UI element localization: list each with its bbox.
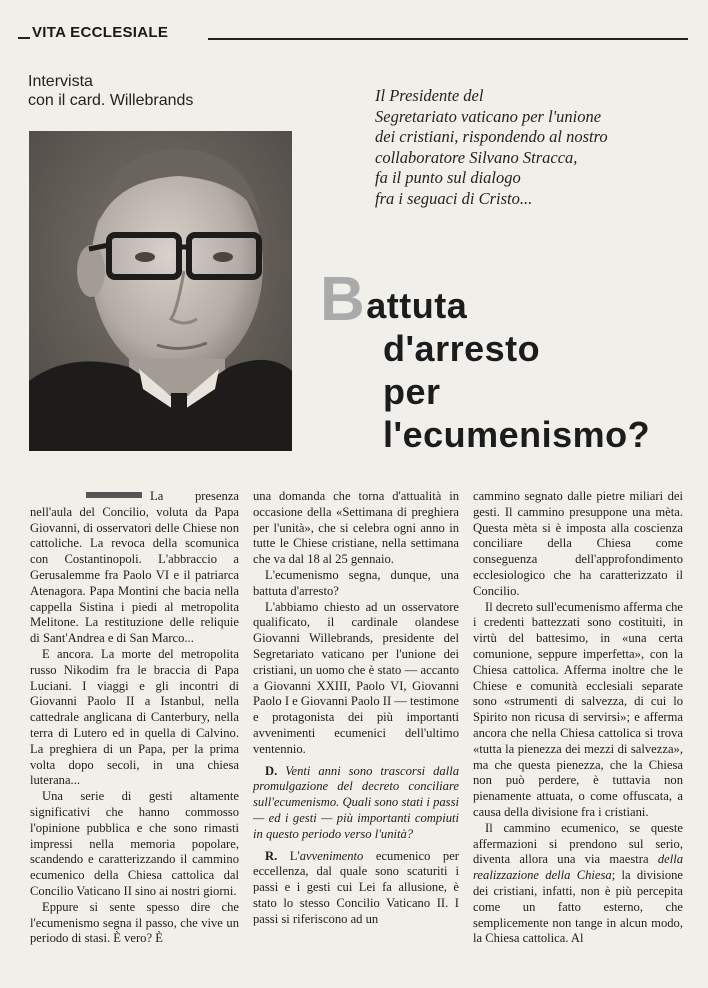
deck-line: fa il punto sul dialogo bbox=[375, 168, 521, 187]
answer-label: R. bbox=[265, 848, 278, 863]
body-column-1 bbox=[30, 489, 239, 947]
interview-label-line1: Intervista bbox=[28, 73, 93, 90]
body-column-2 bbox=[253, 489, 459, 928]
paragraph-italic: della realizzazione della Chiesa bbox=[473, 852, 684, 883]
deck-line: Segretariato vaticano per l'unione bbox=[375, 106, 602, 126]
deck-line: Il Presidente del bbox=[375, 86, 484, 105]
deck-line: collaboratore Silvano Stracca, bbox=[375, 147, 578, 167]
paragraph: L'ecumenismo segna, dunque, una battuta d'arresto? bbox=[253, 567, 459, 598]
answer-italic: avvenimento bbox=[299, 848, 364, 863]
question-text: Venti anni sono trascorsi dalla promulgazione del decreto conciliare sull'ecumenismo. Quali sono stati i passi — ed i gesti — più importanti compiuti in questo periodo verso l'unità? bbox=[253, 763, 459, 841]
paragraph: una domanda che torna d'attualità in occasione della «Settimana di preghiera per l'unità», che si celebra ogni anno in tutte le Chiese cristiane, nella settimana che va dal 18 al 25 gennaio. bbox=[253, 489, 459, 567]
headline-initial: B bbox=[320, 265, 366, 334]
paragraph: cammino segnato dalle pietre miliari dei gesti. Il cammino presuppone una mèta. Questa mèta si è imposta alla coscienza conciliare della Chiesa come conseguenza dell'approfondimento ecclesiologico che ha caratterizzato il Concilio. bbox=[473, 489, 683, 598]
paragraph-text-end: ; la divisione dei cristiani, infatti, non è più percepita come un fatto esterno, che semplicemente non tange in alcun modo, la Chiesa cattolica. Al bbox=[473, 868, 683, 946]
portrait-illustration bbox=[29, 131, 292, 451]
paragraph-text: La presenza nell'aula del Concilio, voluta da Papa Giovanni, di osservatori delle Chiese non cattoliche. La revoca della scomunica con Costantinopoli. L'abbraccio a Gerusalemme fra Paolo VI e il patriarca Atenagora. Papa Montini che bacia nella cappella Sistina i piedi al metropolita Melitone. La restituzione delle reliquie di Sant'Andrea e di San Marco... bbox=[30, 489, 239, 646]
header-dash bbox=[18, 37, 30, 39]
interview-label-line2: con il card. Willebrands bbox=[28, 92, 194, 109]
headline-line1 bbox=[320, 265, 700, 334]
article-headline bbox=[320, 265, 700, 456]
paragraph: L'abbiamo chiesto ad un osservatore qualificato, il cardinale olandese Giovanni Willebrands, presidente del Segretariato vaticano per l'unione dei cristiani, un uomo che è stato — accanto a Giovanni XXIII, Paolo VI, Giovanni Paolo I e Giovanni Paolo II — testimone e protagonista dei più importanti avvenimenti ecumenici dell'ultimo ventennio. bbox=[253, 599, 460, 756]
paragraph: Il decreto sull'ecumenismo afferma che i credenti battezzati sono costituiti, in virtù del battesimo, in «una certa comunione, seppure imperfetta», con la Chiesa cattolica. Afferma inoltre che le Chiese e comunità ecclesiali separate sono «strumenti di salvezza, di cui lo Spirito non ricusa di servirsi»; e afferma ancora che nella Chiesa cattolica si trova «tutta la pienezza dei mezzi di salvezza», ma che questa pienezza, che la Chiesa non può perdere, è tuttavia non pienamente attuata, o come offuscata, a causa della divisione fra i cristiani. bbox=[473, 599, 683, 819]
section-header bbox=[18, 24, 688, 46]
section-title: VITA ECCLESIALE bbox=[32, 24, 169, 41]
headline-line1-rest: attuta bbox=[366, 285, 468, 326]
question-paragraph bbox=[253, 764, 459, 843]
headline-line2: d'arresto bbox=[383, 328, 541, 369]
paragraph bbox=[30, 489, 239, 647]
paragraph: E ancora. La morte del metropolita russo Nikodim fra le braccia di Papa Luciani. I viaggi e gli incontri di Giovanni Paolo II a Istanbul, nella cattedrale anglicana di Canterbury, nella terra di Lutero ed in quella di Calvino. La preghiera di un Papa, per la prima volta dopo secoli, in una chiesa luterana... bbox=[30, 646, 239, 788]
paragraph-text: Il cammino ecumenico, se queste affermazioni si prendono sul serio, diventa allora una via maestra bbox=[473, 820, 683, 867]
deck-line: dei cristiani, rispondendo al nostro bbox=[375, 127, 608, 146]
header-rule bbox=[208, 38, 688, 40]
article-deck bbox=[375, 86, 685, 209]
paragraph-marker bbox=[86, 492, 142, 498]
headline-line3: per bbox=[383, 371, 441, 412]
paragraph bbox=[473, 821, 683, 947]
paragraph: Eppure si sente spesso dire che l'ecumenismo segna il passo, che vive un periodo di stasi. È vero? È bbox=[30, 899, 239, 946]
answer-text: ecumenico per eccellenza, dal quale sono scaturiti i passi e i gesti cui Lei fa allusione, è stato lo stesso Concilio Vaticano II. I passi si riferiscono ad un bbox=[253, 848, 459, 926]
headline-line4: l'ecumenismo? bbox=[383, 414, 651, 455]
question-label: D. bbox=[265, 763, 278, 778]
body-column-3 bbox=[473, 489, 683, 947]
portrait-photo bbox=[29, 131, 292, 451]
answer-pre: L' bbox=[289, 848, 300, 863]
answer-paragraph bbox=[253, 849, 459, 928]
deck-line: fra i seguaci di Cristo... bbox=[375, 188, 533, 208]
paragraph: Una serie di gesti altamente significativi che hanno commosso l'opinione pubblica e che sono rimasti impressi nella memoria popolare, scandendo e caratterizzando il cammino ecumenico della Chiesa cattolica dal Concilio Vaticano II sino ai nostri giorni. bbox=[30, 789, 239, 898]
interview-label bbox=[28, 72, 248, 110]
